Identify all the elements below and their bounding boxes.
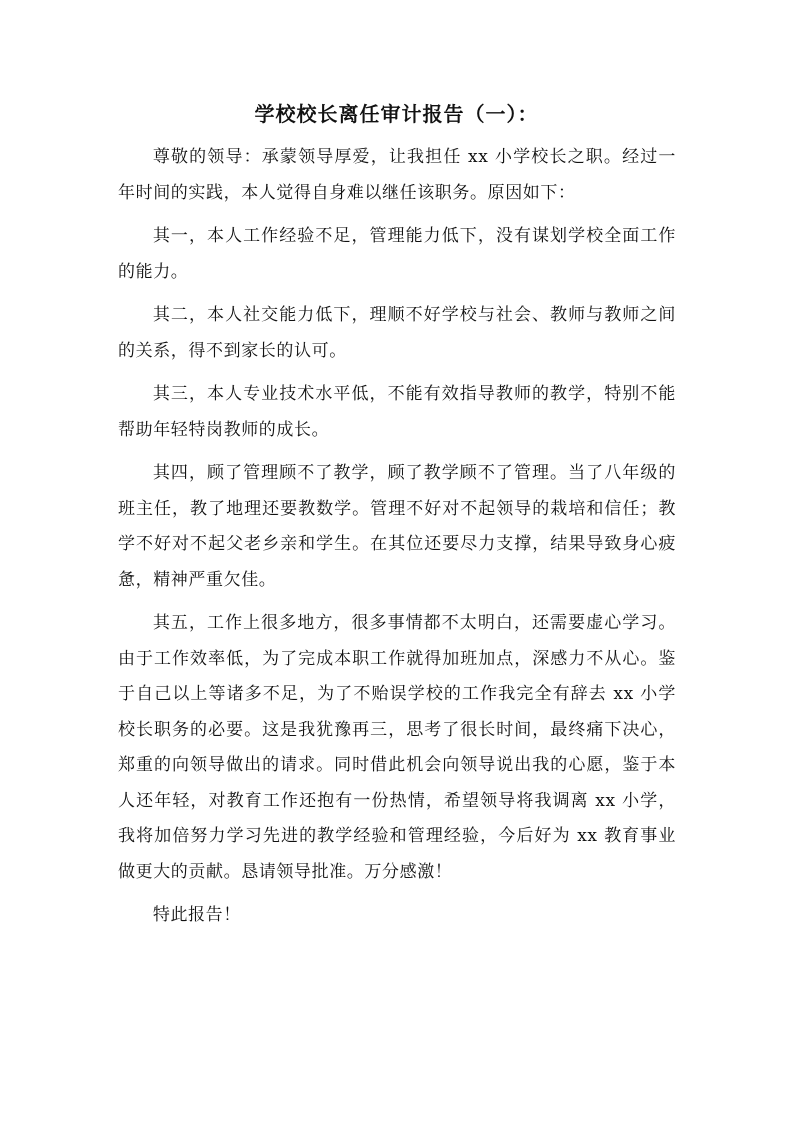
paragraph-reason-3: 其三，本人专业技术水平低，不能有效指导教师的教学，特别不能帮助年轻特岗教师的成长。 <box>118 384 676 440</box>
paragraph-reason-4: 其四，顾了管理顾不了教学，顾了教学顾不了管理。当了八年级的班主任，教了地理还要教数学。管理不好对不起领导的栽培和信任；教学不好对不起父老乡亲和学生。在其位还要尽力支撑，结果导致身心疲惫，精神严重欠佳。 <box>118 463 676 590</box>
document-title: 学校校长离任审计报告（一）： <box>254 102 539 126</box>
paragraph-reason-5: 其五，工作上很多地方，很多事情都不太明白，还需要虚心学习。由于工作效率低，为了完成本职工作就得加班加点，深感力不从心。鉴于自己以上等诸多不足，为了不贻误学校的工作我完全有辞去 xx 小学校长职务的必要。这是我犹豫再三，思考了很长时间，最终痛下决心，郑重的向领导做出的请求。同时借此机会向领导说出我的心愿，鉴于本人还年轻，对教育工作还抱有一份热情，希望领导将我调离 xx 小学，我将加倍努力学习先进的教学经验和管理经验，今后好为 xx 教育事业做更大的贡献。恳请领导批准。万分感激！ <box>118 613 676 882</box>
paragraph-reason-2: 其二，本人社交能力低下，理顺不好学校与社会、教师与教师之间的关系，得不到家长的认可。 <box>118 305 676 361</box>
paragraph-closing: 特此报告！ <box>152 905 241 925</box>
paragraph-reason-1: 其一，本人工作经验不足，管理能力低下，没有谋划学校全面工作的能力。 <box>118 226 676 282</box>
paragraph-salutation: 尊敬的领导：承蒙领导厚爱，让我担任 xx 小学校长之职。经过一年时间的实践，本人觉得自身难以继任该职务。原因如下： <box>118 147 676 203</box>
document-body <box>118 140 676 934</box>
